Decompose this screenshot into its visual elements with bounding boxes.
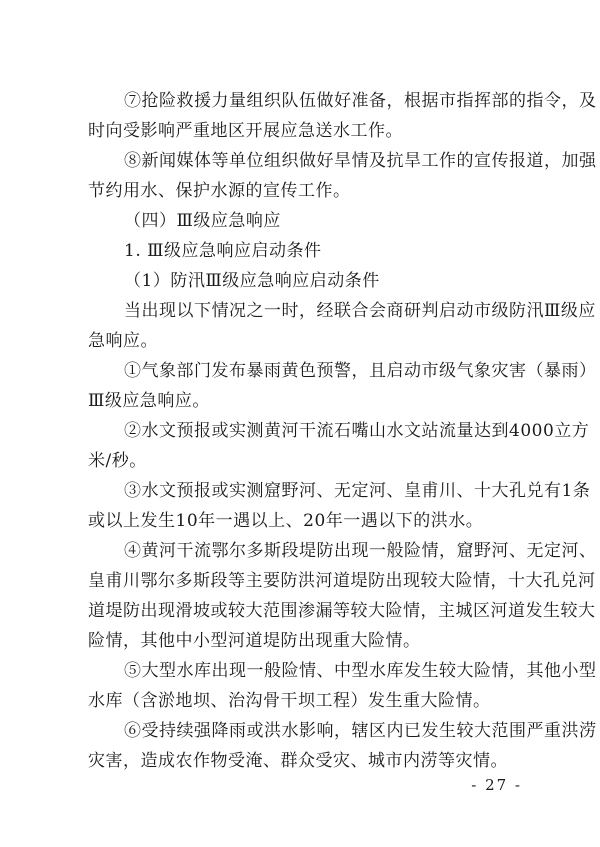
paragraph-line: 当出现以下情况之一时，经联合会商研判启动市级防汛Ⅲ级应	[124, 301, 596, 321]
heading-text: 1. Ⅲ级应急响应启动条件	[124, 241, 322, 261]
paragraph-item-5	[88, 656, 597, 716]
page-number: - 27 -	[471, 776, 522, 794]
paragraph-item-2	[88, 416, 590, 476]
paragraph-line: ④黄河干流鄂尔多斯段堤防出现一般险情，窟野河、无定河、	[124, 541, 597, 561]
paragraph-line: 灾害，造成农作物受淹、群众受灾、城市内涝等灾情。	[88, 751, 508, 771]
paragraph-line: 水库（含淤地坝、治沟骨干坝工程）发生重大险情。	[88, 691, 491, 711]
section-heading-level-3-response	[88, 206, 518, 236]
paragraph-item-7	[88, 86, 597, 146]
heading-text: （1）防汛Ⅲ级应急响应启动条件	[124, 271, 380, 291]
paragraph-intro	[88, 296, 596, 356]
paragraph-line: 节约用水、保护水源的宣传工作。	[88, 181, 351, 201]
subsection-heading-start-conditions	[88, 236, 518, 266]
heading-text: （四）Ⅲ级应急响应	[124, 211, 281, 231]
paragraph-line: ⑦抢险救援力量组织队伍做好准备，根据市指挥部的指令，及	[124, 91, 597, 111]
paragraph-line: Ⅲ级应急响应。	[88, 391, 210, 411]
paragraph-line: ⑧新闻媒体等单位组织做好旱情及抗旱工作的宣传报道，加强	[124, 151, 597, 171]
paragraph-line: ⑥受持续强降雨或洪水影响，辖区内已发生较大范围严重洪涝	[124, 721, 597, 741]
paragraph-line: 时向受影响严重地区开展应急送水工作。	[88, 121, 403, 141]
paragraph-line: ②水文预报或实测黄河干流石嘴山水文站流量达到4000立方	[124, 421, 590, 441]
document-body	[88, 86, 597, 776]
paragraph-line: ①气象部门发布暴雨黄色预警，且启动市级气象灾害（暴雨）	[124, 361, 597, 381]
paragraph-line: 道堤防出现滑坡或较大范围渗漏等较大险情，主城区河道发生较大	[88, 601, 596, 621]
paragraph-item-3	[88, 476, 591, 536]
paragraph-line: 或以上发生10年一遇以上、20年一遇以下的洪水。	[88, 511, 484, 531]
paragraph-line: 急响应。	[88, 331, 158, 351]
paragraph-item-1	[88, 356, 597, 416]
paragraph-item-4	[88, 536, 597, 656]
subsection-heading-flood-conditions	[88, 266, 518, 296]
paragraph-item-8	[88, 146, 597, 206]
paragraph-line: ⑤大型水库出现一般险情、中型水库发生较大险情，其他小型	[124, 661, 597, 681]
paragraph-line: 米/秒。	[88, 451, 147, 471]
paragraph-item-6	[88, 716, 597, 776]
paragraph-line: ③水文预报或实测窟野河、无定河、皇甫川、十大孔兑有1条	[124, 481, 591, 501]
paragraph-line: 险情，其他中小型河道堤防出现重大险情。	[88, 631, 421, 651]
paragraph-line: 皇甫川鄂尔多斯段等主要防洪河道堤防出现较大险情，十大孔兑河	[88, 571, 596, 591]
